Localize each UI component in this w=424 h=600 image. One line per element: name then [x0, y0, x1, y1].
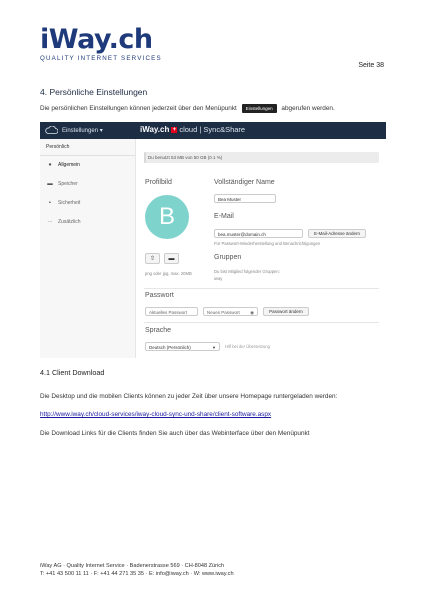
current-password-input[interactable]: Aktuelles Passwort	[145, 307, 198, 316]
fullname-label: Vollständiger Name	[214, 179, 275, 186]
subsection-heading: 4.1 Client Download	[40, 368, 105, 377]
groups-label: Gruppen	[214, 254, 242, 261]
footer-contact: T: +41 43 500 11 11 · F: +41 44 271 35 35 · E: info@iway.ch · W: www.iway.ch	[40, 571, 234, 577]
section-divider	[144, 288, 379, 289]
avatar-hint: png oder jpg, max. 20MB	[145, 271, 192, 276]
logo-tagline: QUALITY INTERNET SERVICES	[40, 55, 162, 62]
section-divider	[144, 322, 379, 323]
paragraph-2: Die Download Links für die Clients finden Sie auch über das Webinterface über den Menüpunkt	[40, 430, 310, 437]
language-label: Sprache	[145, 327, 172, 334]
password-label: Passwort	[145, 292, 174, 299]
sidebar-header: Persönlich	[40, 139, 135, 156]
user-icon: ●	[48, 162, 52, 168]
fullname-field[interactable]: Bea Muster	[214, 194, 276, 203]
footer-address: iWay AG · Quality Internet Service · Badenerstrasse 569 · CH-8048 Zürich	[40, 563, 225, 569]
app-brand	[140, 125, 245, 134]
storage-usage-fill	[144, 152, 146, 163]
sidebar-item-label: Zusätzlich	[58, 219, 81, 225]
groups-text: Du bist Mitglied folgender Gruppen:	[214, 269, 280, 274]
sidebar-item-label: Allgemein	[58, 162, 80, 168]
intro-text-before: Die persönlichen Einstellungen können jederzeit über den Menüpunkt	[40, 105, 237, 113]
upload-icon: ⇧	[149, 256, 156, 262]
sidebar-item-allgemein[interactable]	[40, 156, 135, 175]
swiss-cross-icon: +	[172, 126, 177, 133]
app-topbar	[40, 122, 386, 139]
new-password-input[interactable]	[203, 307, 258, 316]
email-label: E-Mail	[214, 213, 234, 220]
sidebar-item-sicherheit[interactable]	[40, 194, 135, 213]
sidebar-item-label: Sicherheit	[58, 200, 81, 206]
change-password-button[interactable]: Passwort ändern	[263, 307, 309, 316]
sidebar-item-zusaetzlich[interactable]	[40, 213, 135, 232]
folder-icon: ▬	[168, 256, 175, 262]
email-field[interactable]: bea.muster@domain.ch	[214, 229, 303, 238]
folder-icon: ▬	[47, 181, 53, 187]
choose-from-files-button[interactable]	[164, 253, 179, 264]
page-footer	[40, 562, 234, 578]
settings-menu[interactable]: Einstellungen ▾	[62, 127, 103, 134]
more-icon: ···	[47, 219, 53, 225]
upload-button[interactable]	[145, 253, 160, 264]
sidebar-item-label: Speicher	[58, 181, 78, 187]
settings-screenshot	[40, 122, 386, 358]
email-hint: Für Passwort-Wiederherstellung und Benachrichtigungen	[214, 241, 321, 246]
chevron-down-icon: ▼	[212, 345, 216, 350]
avatar: B	[145, 195, 189, 239]
company-logo	[40, 26, 160, 66]
storage-usage-bar	[144, 152, 379, 163]
intro-text-after: abgerufen werden.	[281, 105, 335, 113]
cloud-icon	[45, 126, 58, 134]
page-number: Seite 38	[358, 62, 384, 69]
groups-value: iway	[214, 276, 223, 281]
settings-sidebar	[40, 139, 136, 358]
menu-chip-einstellungen: Einstellungen	[242, 104, 277, 113]
app-brand-name: iWay.ch	[140, 125, 170, 134]
new-password-placeholder: Neues Passwort	[207, 310, 240, 315]
client-download-link[interactable]: http://www.iway.ch/cloud-services/iway-cloud-sync-und-share/client-software.aspx	[40, 411, 272, 418]
section-intro	[40, 104, 335, 113]
section-heading: 4. Persönliche Einstellungen	[40, 87, 148, 97]
language-select-value: Deutsch (Persönlich)	[149, 345, 191, 350]
lock-icon: ▪	[49, 200, 51, 206]
sidebar-item-speicher[interactable]	[40, 175, 135, 194]
storage-usage-text: Du benutzt 53 MB von 50 GB (0.1 %)	[148, 155, 223, 160]
help-translate-link[interactable]: Hilf bei der Übersetzung	[225, 344, 270, 349]
change-email-button[interactable]: E-Mail-Adresse ändern	[308, 229, 366, 238]
show-password-icon[interactable]: ◉	[250, 310, 254, 315]
profile-picture-label: Profilbild	[145, 179, 172, 186]
app-brand-suffix: cloud | Sync&Share	[179, 125, 246, 134]
language-select[interactable]	[145, 342, 220, 351]
logo-brand: iWay.ch	[40, 24, 153, 55]
paragraph-1: Die Desktop und die mobilen Clients können zu jeder Zeit über unsere Homepage runtergeladen werden:	[40, 393, 338, 400]
